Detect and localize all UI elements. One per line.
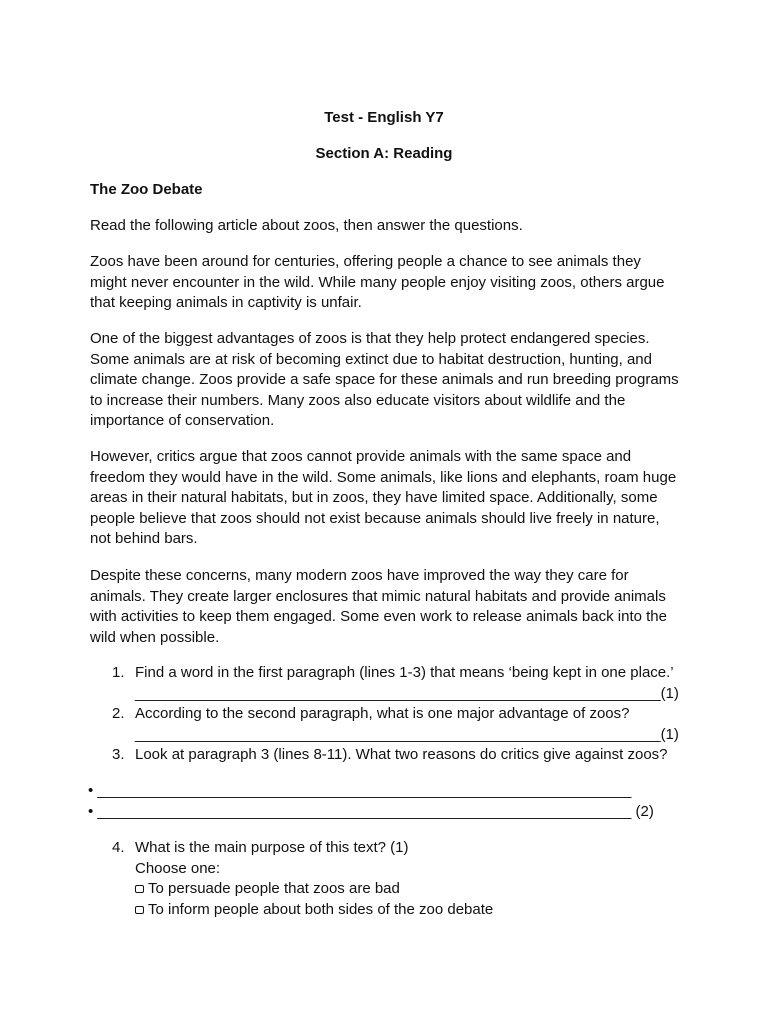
article-heading: The Zoo Debate <box>90 181 203 198</box>
option-2[interactable] <box>135 900 682 921</box>
question-number: 2. <box>112 705 125 722</box>
question-number: 1. <box>112 664 125 681</box>
question-text: Look at paragraph 3 (lines 8-11). What two reasons do critics give against zoos? <box>135 746 668 763</box>
question-text: Find a word in the first paragraph (lines 1-3) that means ‘being kept in one place.’ <box>135 664 674 681</box>
question-1 <box>112 663 682 704</box>
option-label: To inform people about both sides of the zoo debate <box>148 900 494 918</box>
option-1[interactable] <box>135 879 682 900</box>
document-title: Test - English Y7 <box>324 109 444 126</box>
question-text: What is the main purpose of this text? (1) <box>135 839 409 856</box>
answer-line-1[interactable]: _______________________________________________________________(1) <box>135 684 679 702</box>
article-paragraph-4: Despite these concerns, many modern zoos have improved the way they care for animals. They create larger enclosures that mimic natural habitats and provide animals with activities to keep them engaged. Some even work to release animals back into the wild when possible. <box>90 567 667 646</box>
article-paragraph-3: However, critics argue that zoos cannot provide animals with the same space and freedom they would have in the wild. Some animals, like lions and elephants, roam huge areas in their natural habitats, but in zoos, they have limited space. Additionally, some people believe that zoos should not exist because animals should live freely in nature, not behind bars. <box>90 448 677 547</box>
checkbox-icon[interactable] <box>135 885 144 893</box>
question-number: 4. <box>112 839 125 856</box>
question-text: According to the second paragraph, what is one major advantage of zoos? <box>135 705 630 722</box>
section-title: Section A: Reading <box>315 145 453 162</box>
answer-bullet-1[interactable]: • ________________________________________________________________ <box>88 782 632 799</box>
article-paragraph-1: Zoos have been around for centuries, offering people a chance to see animals they might never encounter in the wild. While many people enjoy visiting zoos, others argue that keeping animals in captivity is unfair. <box>90 253 665 311</box>
question-list <box>112 663 682 766</box>
instructions: Read the following article about zoos, then answer the questions. <box>90 217 523 234</box>
question-4 <box>112 838 682 920</box>
answer-line-2[interactable]: _______________________________________________________________(1) <box>135 725 679 743</box>
question-2 <box>112 704 682 745</box>
question-3 <box>112 745 682 766</box>
answer-bullet-2[interactable]: • ________________________________________________________________ (2) <box>88 802 654 820</box>
question-number: 3. <box>112 746 125 763</box>
option-label: To persuade people that zoos are bad <box>148 880 400 897</box>
article-paragraph-2: One of the biggest advantages of zoos is that they help protect endangered species. Some animals are at risk of becoming extinct due to habitat destruction, hunting, and climate change. Zoos provide a safe space for these animals and run breeding programs to increase their numbers. Many zoos also educate visitors about wildlife and the importance of conservation. <box>90 330 679 429</box>
answer-bullets <box>88 781 688 822</box>
choose-label: Choose one: <box>135 859 221 877</box>
checkbox-icon[interactable] <box>135 906 144 914</box>
